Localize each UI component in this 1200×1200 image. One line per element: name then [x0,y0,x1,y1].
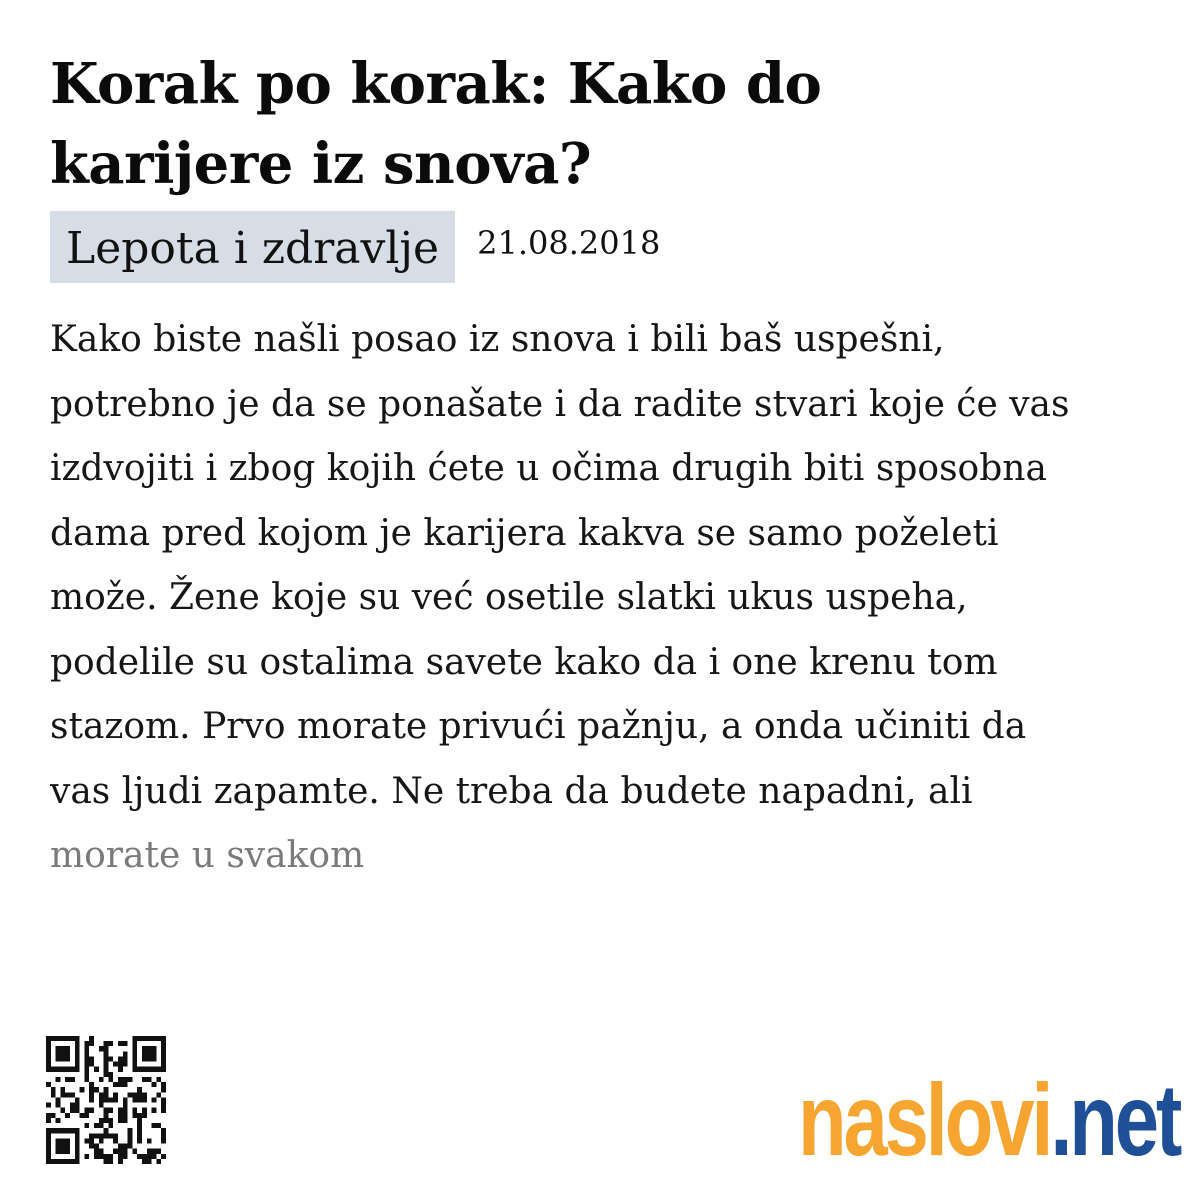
logo-tld-text: net [1069,1063,1180,1177]
excerpt-line: potrebno je da se ponašate i da radite stvari koje će vas [50,383,1070,425]
publish-date: 21.08.2018 [477,224,661,262]
article-title [50,44,1150,204]
article-meta [50,211,660,283]
excerpt-line: izdvojiti i zbog kojih ćete u očima drugih biti sposobna [50,448,1047,489]
category-tag[interactable]: Lepota i zdravlje [50,211,455,283]
logo-main-text: naslovi [798,1063,1051,1177]
title-line-1: Korak po korak: Kako do [50,51,822,117]
title-line-2: karijere iz snova? [50,131,592,197]
article-excerpt [50,308,1150,889]
excerpt-line: stazom. Prvo morate privući pažnju, a onda učiniti da [50,706,1027,747]
qr-code-icon[interactable] [46,1036,166,1164]
excerpt-line: dama pred kojom je karijera kakva se samo poželeti [50,512,999,554]
logo-dot: . [1050,1063,1070,1177]
excerpt-line: vas ljudi zapamte. Ne treba da budete napadni, ali [50,770,973,812]
excerpt-line: Kako biste našli posao iz snova i bili baš uspešni, [50,319,945,360]
excerpt-line: može. Žene koje su već osetile slatki ukus uspeha, [50,577,968,618]
excerpt-line: podelile su ostalima savete kako da i one krenu tom [50,641,998,683]
naslovi-net-logo[interactable] [798,1060,1180,1177]
excerpt-fade-line: morate u svakom [50,835,365,876]
